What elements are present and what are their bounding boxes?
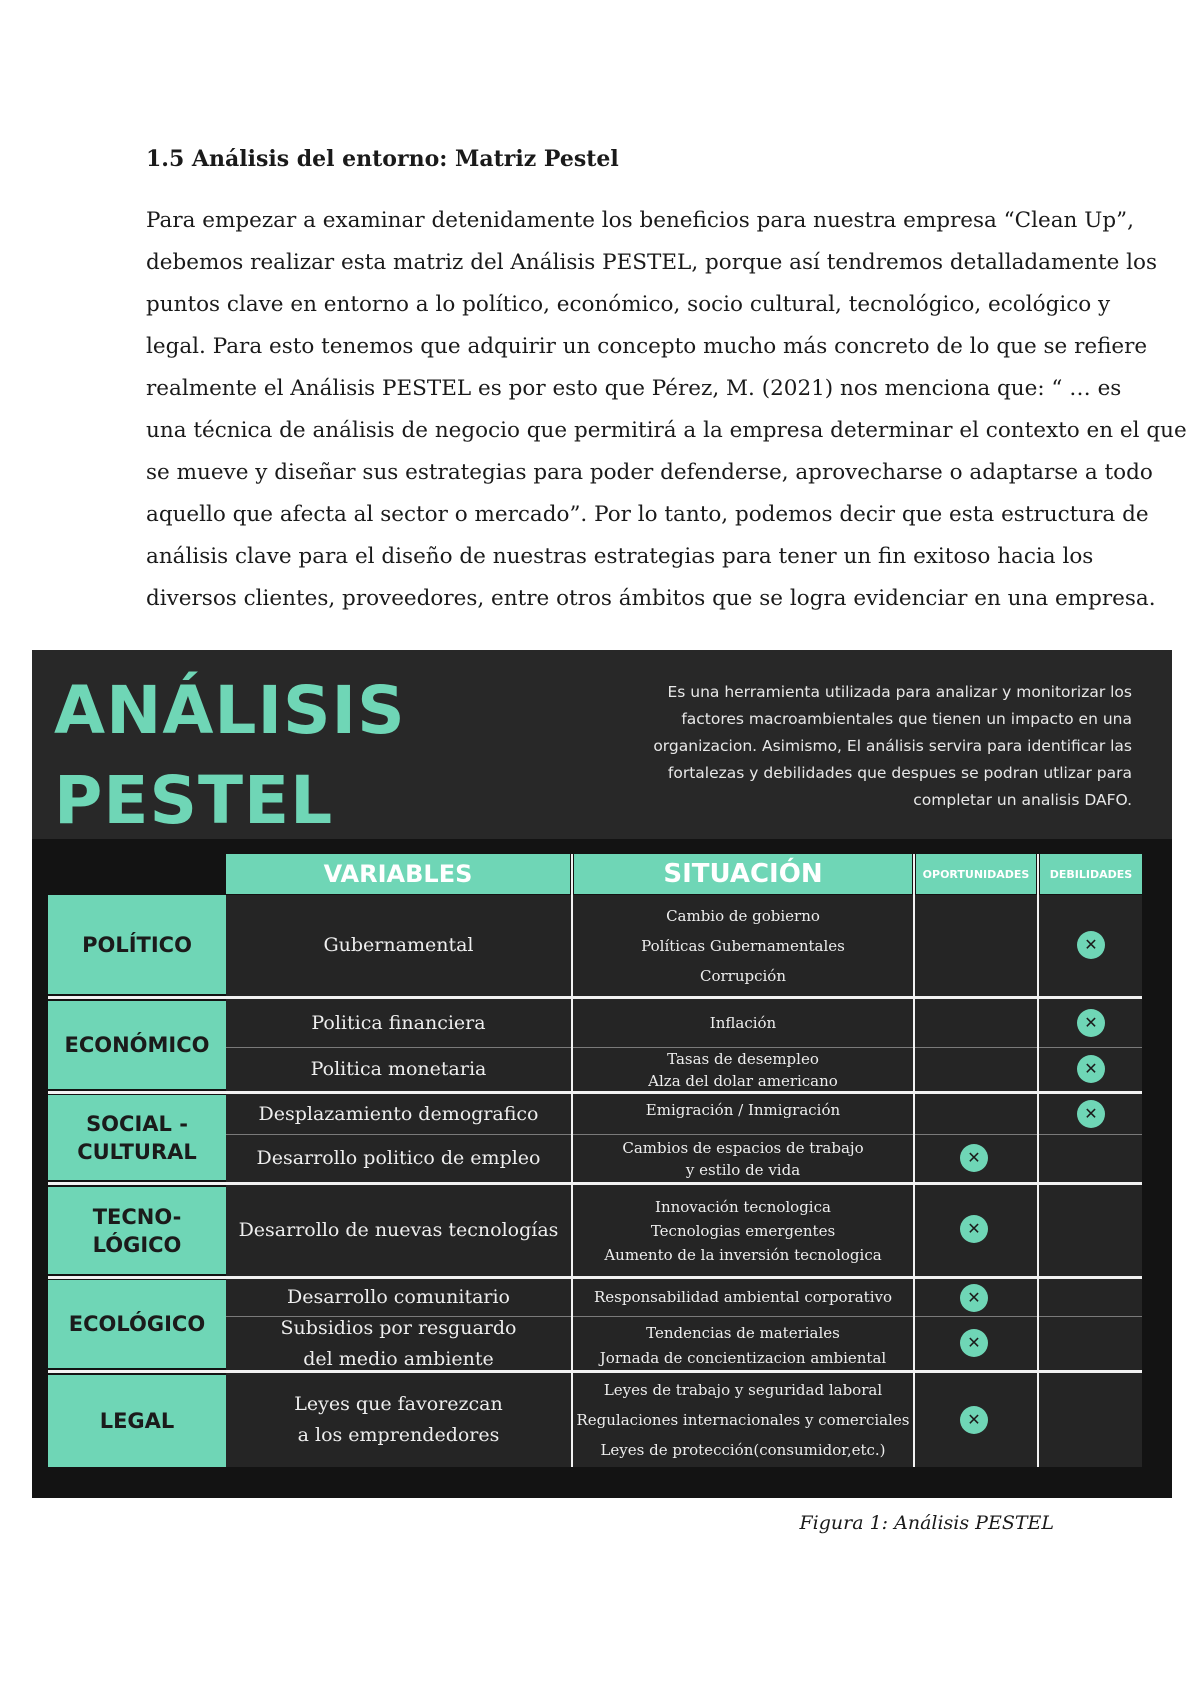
infographic-description	[572, 679, 1132, 814]
situation-cell	[573, 1048, 913, 1091]
paragraph-line: diversos clientes, proveedores, entre otros ámbitos que se logra evidenciar en una empresa.	[146, 586, 1156, 611]
section-heading: 1.5 Análisis del entorno: Matriz Pestel	[146, 146, 619, 172]
category-ecologico	[48, 1280, 226, 1368]
paragraph-line: realmente el Análisis PESTEL es por esto que Pérez, M. (2021) nos menciona que: “ … es	[146, 376, 1122, 401]
header-situacion: SITUACIÓN	[574, 854, 912, 894]
variable-text: Leyes que favorezcan	[294, 1393, 503, 1415]
category-label: LÓGICO	[92, 1232, 182, 1257]
infographic-title	[54, 666, 406, 846]
variable-text: Desarrollo comunitario	[287, 1286, 510, 1308]
variable-cell	[226, 1185, 571, 1276]
category-label: ECONÓMICO	[64, 1033, 210, 1057]
description-line: completar un analisis DAFO.	[913, 791, 1132, 809]
category-social-cultural	[48, 1095, 226, 1180]
debilidad-mark-icon: ✕	[1077, 1009, 1105, 1037]
variable-text: Desplazamiento demografico	[258, 1102, 539, 1125]
variable-cell	[226, 1135, 571, 1182]
situation-text: Leyes de trabajo y seguridad laboral	[603, 1381, 883, 1399]
category-label: POLÍTICO	[82, 932, 192, 957]
category-label: ECOLÓGICO	[68, 1312, 206, 1336]
header-variables: VARIABLES	[226, 854, 570, 894]
variable-text: del medio ambiente	[303, 1347, 494, 1370]
situation-cell	[573, 1373, 913, 1467]
category-label: CULTURAL	[77, 1139, 197, 1164]
variable-text: Desarrollo de nuevas tecnologías	[238, 1219, 559, 1241]
paragraph-line: Para empezar a examinar detenidamente los beneficios para nuestra empresa “Clean Up”,	[146, 208, 1134, 233]
column-divider	[1037, 854, 1039, 1467]
title-line: ANÁLISIS	[54, 672, 406, 749]
category-economico	[48, 1001, 226, 1089]
situation-text: Tendencias de materiales	[646, 1324, 840, 1342]
description-line: factores macroambientales que tienen un impacto en una	[681, 710, 1132, 728]
situation-text: Cambio de gobierno	[666, 906, 820, 925]
oportunidad-mark-icon: ✕	[960, 1144, 988, 1172]
variable-text: Desarrollo politico de empleo	[256, 1147, 541, 1169]
situation-text: Innovación tecnologica	[655, 1197, 831, 1216]
figure-caption: Figura 1: Análisis PESTEL	[799, 1512, 1054, 1534]
situation-text: Alza del dolar americano	[648, 1071, 838, 1090]
description-line: organizacion. Asimismo, El análisis servira para identificar las	[653, 737, 1132, 755]
situation-text: Emigración / Inmigración	[645, 1101, 841, 1119]
paragraph-line: aquello que afecta al sector o mercado”. Por lo tanto, podemos decir que esta estructura de	[146, 502, 1149, 527]
variable-cell	[226, 1094, 571, 1134]
oportunidad-mark-icon: ✕	[960, 1284, 988, 1312]
pestel-table	[32, 839, 1172, 1498]
paragraph-line: se mueve y diseñar sus estrategias para poder defenderse, aprovecharse o adaptarse a todo	[146, 460, 1153, 485]
variable-text: Politica monetaria	[310, 1058, 487, 1080]
situation-text: Leyes de protección(consumidor,etc.)	[600, 1441, 886, 1459]
variable-text: Subsidios por resguardo	[280, 1316, 517, 1339]
situation-text: Responsabilidad ambiental corporativo	[593, 1288, 893, 1306]
paragraph-line: puntos clave en entorno a lo político, económico, socio cultural, tecnológico, ecológico y	[146, 292, 1111, 317]
category-tecnologico	[48, 1187, 226, 1274]
situation-cell	[573, 1279, 913, 1316]
paragraph-line: una técnica de análisis de negocio que permitirá a la empresa determinar el contexto en el que	[146, 418, 1187, 443]
situation-cell	[573, 999, 913, 1047]
pestel-infographic	[32, 650, 1172, 1498]
body-paragraph	[146, 200, 1187, 620]
debilidad-mark-icon: ✕	[1077, 931, 1105, 959]
category-label: LEGAL	[99, 1409, 175, 1433]
situation-text: Políticas Gubernamentales	[641, 936, 845, 955]
situation-cell	[573, 1135, 913, 1182]
paragraph-line: análisis clave para el diseño de nuestras estrategias para tener un fin exitoso hacia los	[146, 544, 1094, 569]
variable-cell	[226, 1279, 571, 1316]
debilidad-mark-icon: ✕	[1077, 1100, 1105, 1128]
category-politico	[48, 895, 226, 994]
situation-text: Regulaciones internacionales y comerciales	[576, 1411, 910, 1429]
situation-cell	[573, 1317, 913, 1370]
description-line: Es una herramienta utilizada para analizar y monitorizar los	[667, 683, 1132, 701]
variable-cell	[226, 1048, 571, 1091]
situation-cell	[573, 1185, 913, 1276]
column-divider	[913, 854, 915, 1467]
header-oportunidades: OPORTUNIDADES	[916, 854, 1036, 894]
situation-text: Inflación	[709, 1013, 777, 1032]
description-line: fortalezas y debilidades que despues se podran utlizar para	[667, 764, 1132, 782]
situation-cell	[573, 1094, 913, 1134]
debilidad-mark-icon: ✕	[1077, 1055, 1105, 1083]
infographic-banner	[32, 650, 1172, 839]
variable-cell	[226, 1317, 571, 1370]
oportunidad-mark-icon: ✕	[960, 1406, 988, 1434]
header-debilidades: DEBILIDADES	[1040, 854, 1142, 894]
variable-text: a los emprendedores	[297, 1424, 500, 1446]
paragraph-line: legal. Para esto tenemos que adquirir un concepto mucho más concreto de lo que se refiere	[146, 334, 1148, 359]
category-label: SOCIAL -	[86, 1111, 188, 1136]
situation-text: Aumento de la inversión tecnologica	[604, 1245, 882, 1264]
oportunidad-mark-icon: ✕	[960, 1329, 988, 1357]
variable-cell	[226, 1373, 571, 1467]
situation-text: Tecnologias emergentes	[650, 1221, 836, 1240]
title-line: PESTEL	[54, 762, 334, 839]
variable-text: Gubernamental	[323, 934, 474, 956]
variable-cell	[226, 895, 571, 996]
variable-text: Politica financiera	[311, 1011, 486, 1034]
situation-cell	[573, 895, 913, 996]
paragraph-line: debemos realizar esta matriz del Análisis PESTEL, porque así tendremos detalladamente los	[146, 250, 1157, 275]
situation-text: y estilo de vida	[685, 1160, 801, 1179]
situation-text: Tasas de desempleo	[667, 1049, 819, 1068]
variable-cell	[226, 999, 571, 1047]
situation-text: Cambios de espacios de trabajo	[622, 1138, 864, 1157]
situation-text: Jornada de concientizacion ambiental	[599, 1349, 887, 1367]
oportunidad-mark-icon: ✕	[960, 1215, 988, 1243]
situation-text: Corrupción	[699, 966, 786, 985]
category-label: TECNO-	[92, 1204, 182, 1229]
category-legal	[48, 1375, 226, 1467]
